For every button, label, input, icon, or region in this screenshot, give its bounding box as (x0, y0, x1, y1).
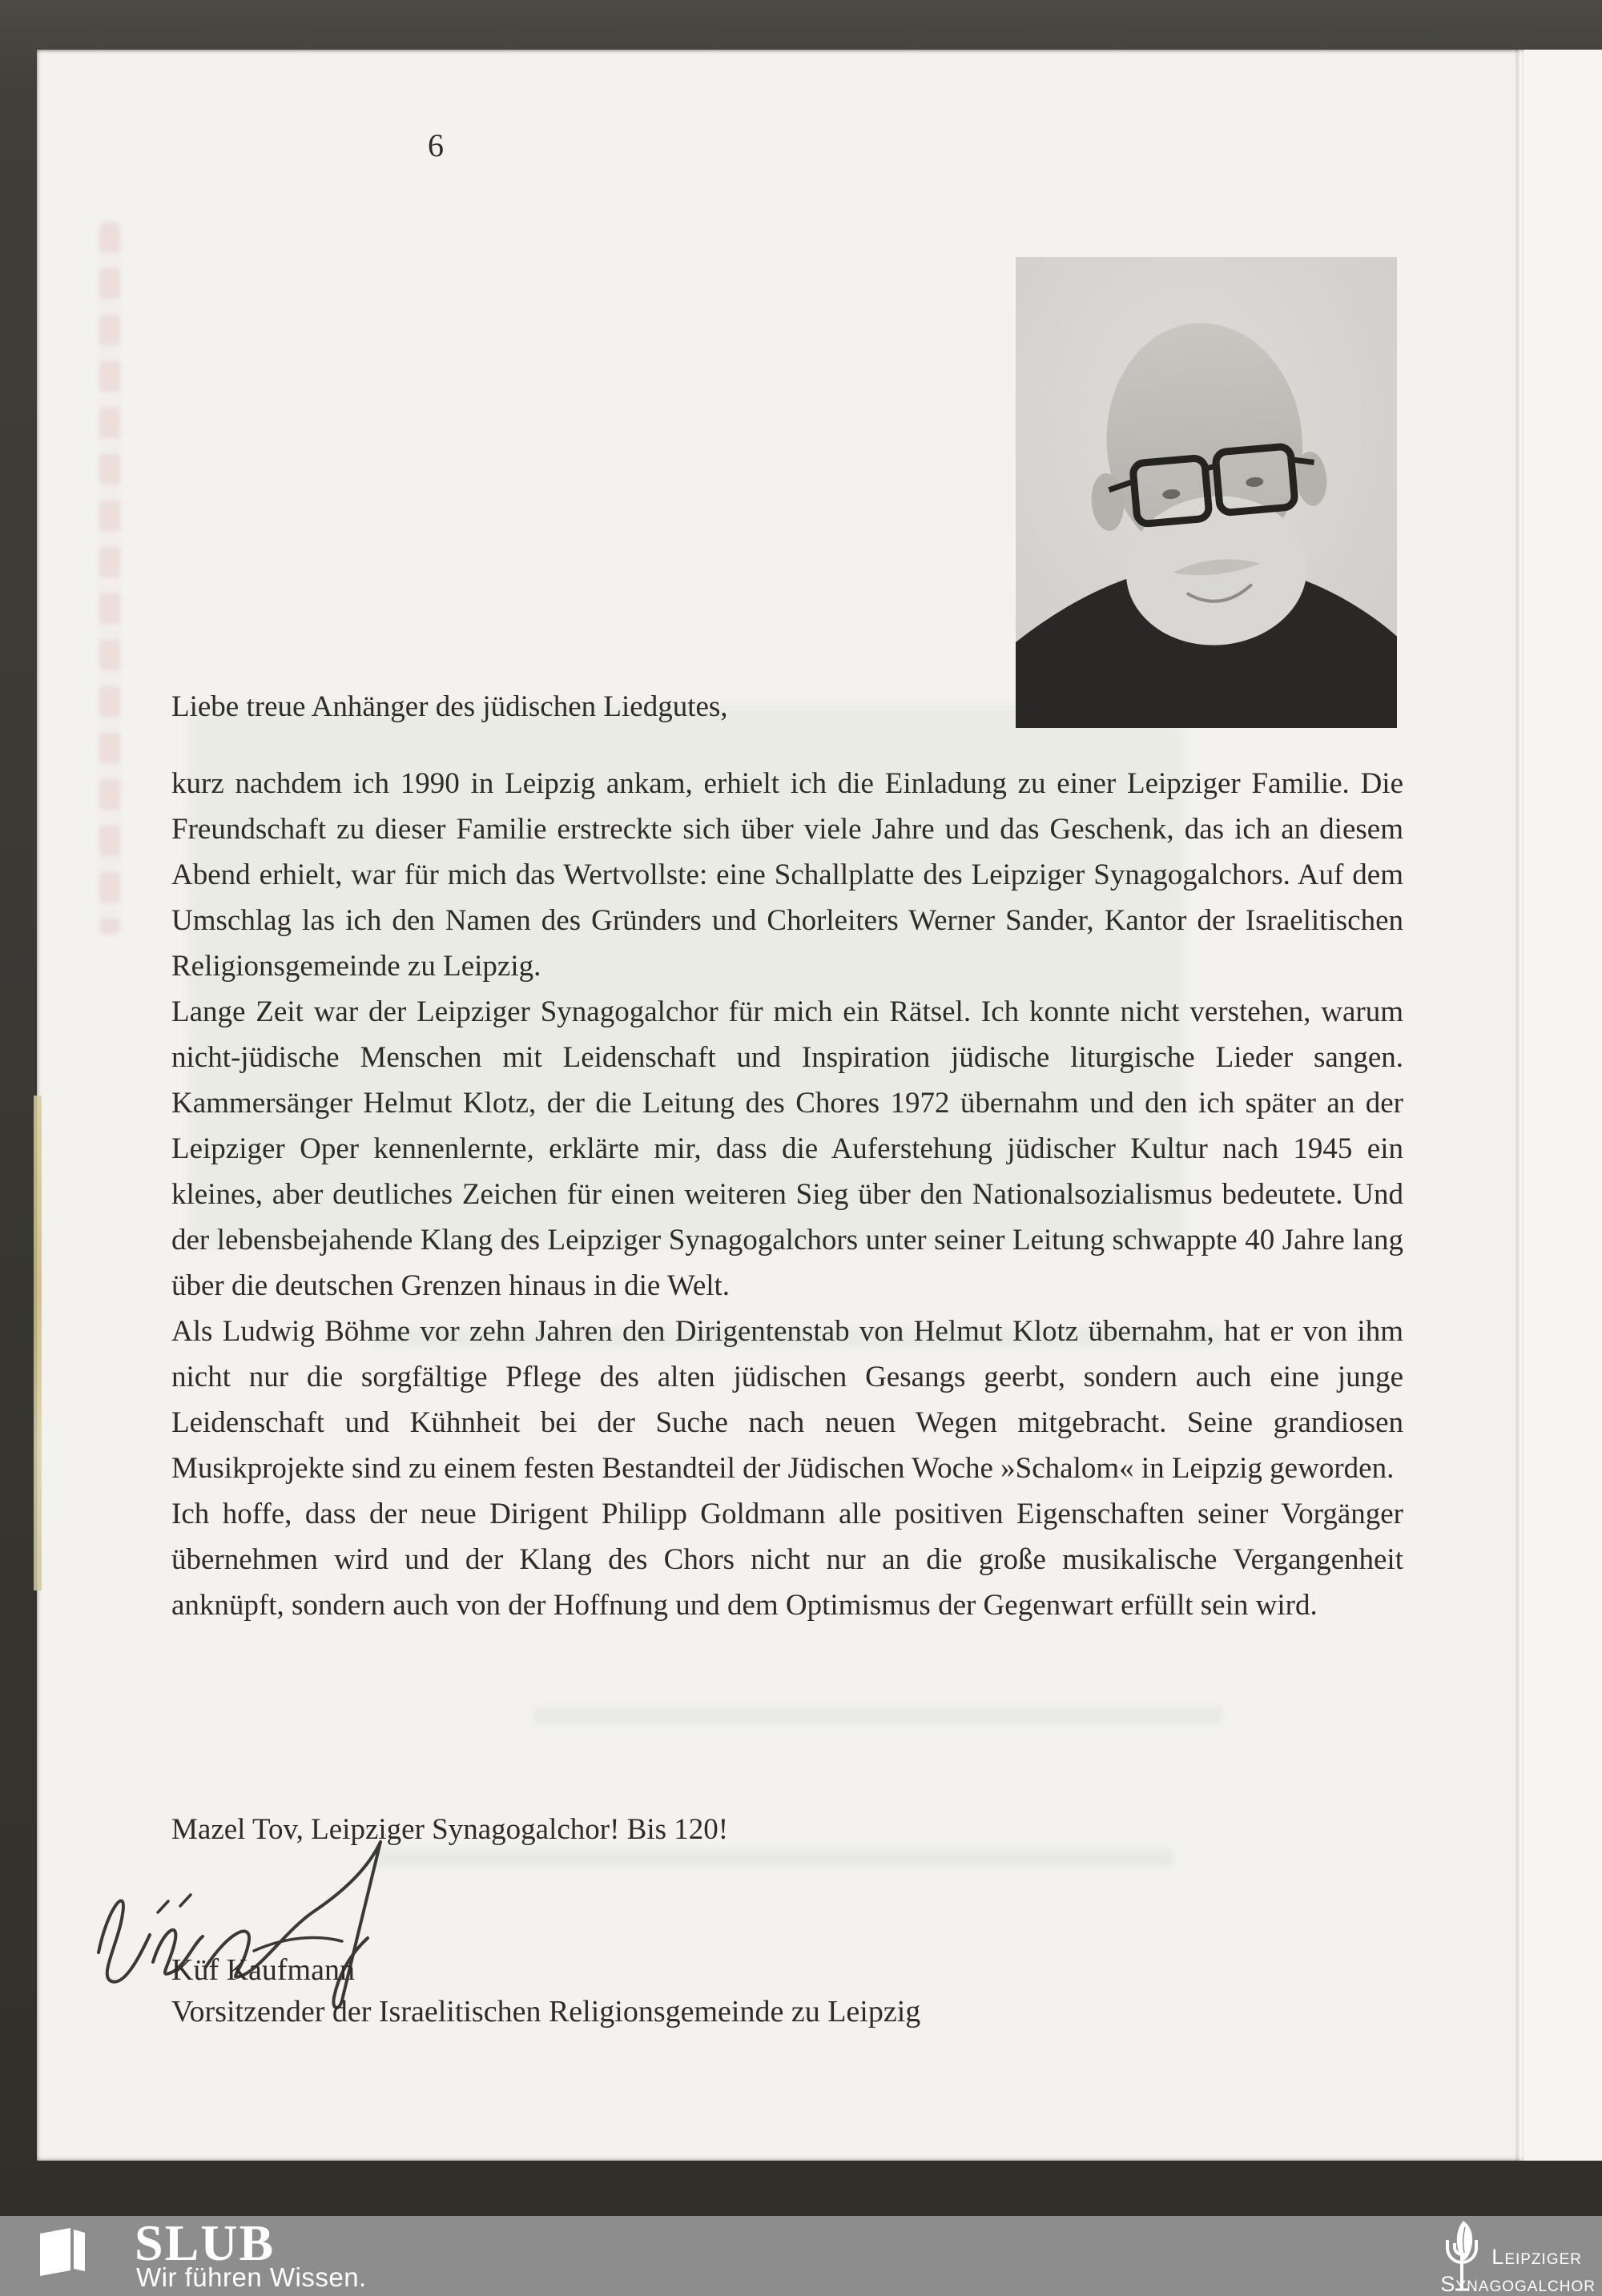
slub-tagline: Wir führen Wissen. (136, 2262, 367, 2292)
letter-paragraph: Lange Zeit war der Leipziger Synagogalchor für mich ein Rätsel. Ich konnte nicht verstehen, warum nicht-jüdische Menschen mit Leidenschaft und Inspiration jüdische liturgische Lieder sangen. Kammersänger Helmut Klotz, der die Leitung des Chores 1972 übernahm und den ich später an der Leipziger Oper kennenlernte, erklärte mir, dass die Auferstehung jüdischer Kultur nach 1945 ein kleines, aber deutliches Zeichen für einen weiteren Sieg über den Nationalsozialismus bedeutete. Und der lebensbejahende Klang des Leipziger Synagogalchors unter seiner Leitung schwappte 40 Jahre lang über die deutschen Grenzen hinaus in die Welt. (171, 995, 1403, 1302)
bleed-through-artifact (533, 1706, 1222, 1725)
letter-paragraph: Als Ludwig Böhme vor zehn Jahren den Dirigentenstab von Helmut Klotz übernahm, hat er von ihm nicht nur die sorgfältige Pflege des alten jüdischen Gesangs geerbt, sondern auch eine junge Leidenschaft und Kühnheit bei der Suche nach neuen Wegen mitgebracht. Seine grandiosen Musikprojekte sind zu einem festen Bestandteil der Jüdischen Woche »Schalom« in Leipzig geworden. (171, 1315, 1403, 1485)
letter-salutation: Liebe treue Anhänger des jüdischen Liedgutes, (171, 690, 728, 723)
slub-wordmark: SLUB (135, 2214, 276, 2271)
letter-paragraph: kurz nachdem ich 1990 in Leipzig ankam, erhielt ich die Einladung zu einer Leipziger Familie. Die Freundschaft zu dieser Familie erstreckte sich über viele Jahre und das Geschenk, das ich an diesem Abend erhielt, war für mich das Wertvollste: eine Schallplatte des Leipziger Synagogalchors. Auf dem Umschlag las ich den Namen des Gründers und Chorleiters Werner Sander, Kantor der Israelitischen Religionsgemeinde zu Leipzig. (171, 767, 1403, 983)
portrait-photo (1016, 257, 1397, 728)
scanned-page (37, 50, 1602, 2161)
signer-name: Küf Kaufmann (171, 1953, 355, 1987)
page-fold-line (1514, 50, 1524, 2161)
page-number: 6 (428, 127, 444, 163)
letter-body (171, 761, 1403, 1628)
letter-paragraph: Ich hoffe, dass der neue Dirigent Philipp Goldmann alle positiven Eigenschaften seiner Vorgänger übernehmen wird und der Klang des Chors nicht nur an die große musikalische Vergangenheit anknüpft, sondern auch von der Hoffnung und dem Optimismus der Gegenwart erfüllt sein wird. (171, 1498, 1403, 1622)
choir-logo-text (1440, 2246, 1596, 2295)
letter-closing: Mazel Tov, Leipziger Synagogalchor! Bis 120! (171, 1813, 729, 1846)
page-edge-artifact (34, 1096, 42, 1590)
slub-book-icon (35, 2226, 95, 2277)
choir-name-line1: LEIPZIGER (1491, 2245, 1582, 2269)
adjacent-page-leaf (1524, 50, 1602, 2161)
portrait-illustration (1016, 257, 1397, 728)
bleed-through-artifact (99, 222, 120, 935)
signer-title: Vorsitzender der Israelitischen Religionsgemeinde zu Leipzig (171, 1995, 921, 2029)
choir-name-line2: SYNAGOGALCHOR (1440, 2272, 1596, 2296)
viewer-footer-bar (0, 2216, 1602, 2296)
